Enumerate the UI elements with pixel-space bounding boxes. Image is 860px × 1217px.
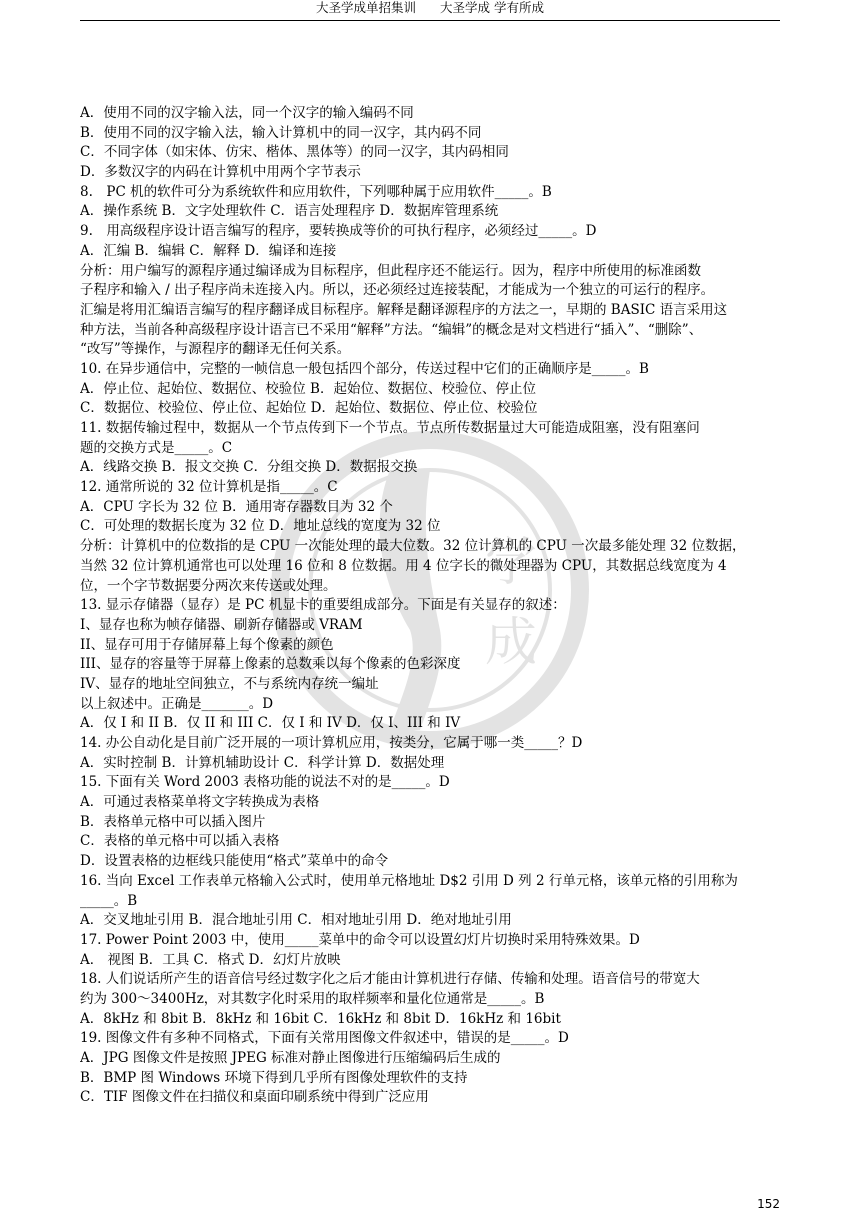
text-line: 14. 办公自动化是目前广泛开展的一项计算机应用，按类分，它属于哪一类_____？D — [80, 735, 583, 751]
text-line: A．JPG 图像文件是按照 JPEG 标准对静止图像进行压缩编码后生成的 — [80, 1050, 501, 1066]
text-line: D．设置表格的边框线只能使用“格式”菜单中的命令 — [80, 853, 389, 870]
page-header — [80, 0, 780, 21]
text-line: B．使用不同的汉字输入法，输入计算机中的同一汉字，其内码不同 — [80, 124, 482, 141]
text-line: B．BMP 图 Windows 环境下得到几乎所有图像处理软件的支持 — [80, 1069, 468, 1086]
text-line: 15. 下面有关 Word 2003 表格功能的说法不对的是_____。D — [80, 774, 450, 791]
text-line: 8. PC 机的软件可分为系统软件和应用软件，下列哪种属于应用软件_____。B — [80, 183, 552, 200]
text-line: 9. 用高级程序设计语言编写的程序，要转换成等价的可执行程序，必须经过_____。D — [80, 223, 597, 240]
text-line: D．多数汉字的内码在计算机中用两个字节表示 — [80, 164, 361, 181]
text-line: I、显存也称为帧存储器、刷新存储器或 VRAM — [80, 616, 363, 633]
text-line: 18. 人们说话所产生的语音信号经过数字化之后才能由计算机进行存储、传输和处理。语音信号的带宽大 — [80, 971, 700, 988]
text-line: 19. 图像文件有多种不同格式，下面有关常用图像文件叙述中，错误的是_____。D — [80, 1030, 569, 1047]
text-line: 种方法，当前各种高级程序设计语言已不采用“解释”方法。“编辑”的概念是对文档进行“插入”、“删除”、 — [80, 321, 703, 338]
text-line: A．操作系统 B．文字处理软件 C．语言处理程序 D．数据库管理系统 — [80, 203, 499, 220]
text-line: A．汇编 B．编辑 C．解释 D．编译和连接 — [80, 242, 337, 259]
text-line: 汇编是将用汇编语言编写的程序翻译成目标程序。解释是翻译源程序的方法之一，早期的 BASIC 语言采用这 — [80, 301, 728, 318]
text-line: 10. 在异步通信中，完整的一帧信息一般包括四个部分，传送过程中它们的正确顺序是_____。B — [80, 360, 649, 377]
text-line: III、显存的容量等于屏幕上像素的总数乘以每个像素的色彩深度 — [80, 656, 461, 673]
text-line: A．仅 I 和 II B．仅 II 和 III C．仅 I 和 IV D．仅 I、III 和 IV — [80, 715, 461, 732]
text-line: _____。B — [80, 892, 138, 909]
text-line: A．停止位、起始位、数据位、校验位 B．起始位、数据位、校验位、停止位 — [80, 380, 536, 397]
text-line: C．TIF 图像文件在扫描仪和桌面印刷系统中得到广泛应用 — [80, 1089, 429, 1106]
text-line: A．8kHz 和 8bit B．8kHz 和 16bit C．16kHz 和 8bit D．16kHz 和 16bit — [80, 1010, 561, 1027]
text-line: C．数据位、校验位、停止位、起始位 D．起始位、数据位、停止位、校验位 — [80, 400, 538, 417]
text-line: 13. 显示存储器（显存）是 PC 机显卡的重要组成部分。下面是有关显存的叙述： — [80, 597, 566, 614]
text-line: 11. 数据传输过程中，数据从一个节点传到下一个节点。节点所传数据量过大可能造成阻塞，没有阻塞问 — [80, 420, 700, 436]
text-line: A．线路交换 B．报文交换 C．分组交换 D．数据报交换 — [80, 459, 418, 476]
watermark-char-2: 成 — [485, 613, 538, 673]
text-line: 16. 当向 Excel 工作表单元格输入公式时，使用单元格地址 D$2 引用 D 列 2 行单元格，该单元格的引用称为 — [80, 872, 738, 889]
document-body — [80, 104, 782, 1108]
text-line: 分析：计算机中的位数指的是 CPU 一次能处理的最大位数。32 位计算机的 CPU 一次最多能处理 32 位数据， — [80, 538, 746, 555]
text-line: B．表格单元格中可以插入图片 — [80, 813, 266, 830]
page-number: 152 — [757, 1197, 780, 1211]
text-line: 12. 通常所说的 32 位计算机是指_____。C — [80, 479, 338, 496]
text-line: 约为 300～3400Hz，对其数字化时采用的取样频率和量化位通常是_____。B — [80, 990, 545, 1007]
header-right-text: 大圣学成 学有所成 — [440, 0, 544, 15]
text-line: A．可通过表格菜单将文字转换成为表格 — [80, 794, 320, 811]
text-line: II、显存可用于存储屏幕上每个像素的颜色 — [80, 636, 334, 653]
text-line: A．使用不同的汉字输入法，同一个汉字的输入编码不同 — [80, 105, 414, 121]
text-line: “改写”等操作，与源程序的翻译无任何关系。 — [80, 341, 351, 358]
text-line: 位，一个字节数据要分两次来传送或处理。 — [80, 577, 337, 594]
watermark-char-1: 学 — [485, 533, 538, 593]
text-line: A．交叉地址引用 B．混合地址引用 C．相对地址引用 D．绝对地址引用 — [80, 912, 512, 929]
text-line: 子程序和输入 / 出子程序尚未连接入内。所以，还必须经过连接装配，才能成为一个独立的可运行的程序。 — [80, 282, 715, 299]
text-line: 当然 32 位计算机通常也可以处理 16 位和 8 位数据。用 4 位字长的微处理器为 CPU，其数据总线宽度为 4 — [80, 557, 727, 574]
text-line: C．表格的单元格中可以插入表格 — [80, 833, 280, 850]
text-line: C．不同字体（如宋体、仿宋、楷体、黑体等）的同一汉字，其内码相同 — [80, 144, 509, 161]
text-line: A． 视图 B．工具 C．格式 D．幻灯片放映 — [80, 951, 341, 968]
header-left-text: 大圣学成单招集训 — [316, 0, 417, 15]
text-line: IV、显存的地址空间独立，不与系统内存统一编址 — [80, 675, 379, 692]
text-line: A．实时控制 B．计算机辅助设计 C．科学计算 D．数据处理 — [80, 754, 445, 771]
text-line: C．可处理的数据长度为 32 位 D．地址总线的宽度为 32 位 — [80, 518, 441, 535]
text-line: 题的交换方式是_____。C — [80, 439, 233, 456]
text-line: 分析：用户编写的源程序通过编译成为目标程序，但此程序还不能运行。因为，程序中所使用的标准函数 — [80, 262, 701, 279]
text-line: 以上叙述中。正确是_______。D — [80, 695, 274, 712]
text-line: 17. Power Point 2003 中，使用_____菜单中的命令可以设置幻灯片切换时采用特殊效果。D — [80, 931, 640, 948]
text-line: A．CPU 字长为 32 位 B．通用寄存器数目为 32 个 — [80, 498, 393, 515]
